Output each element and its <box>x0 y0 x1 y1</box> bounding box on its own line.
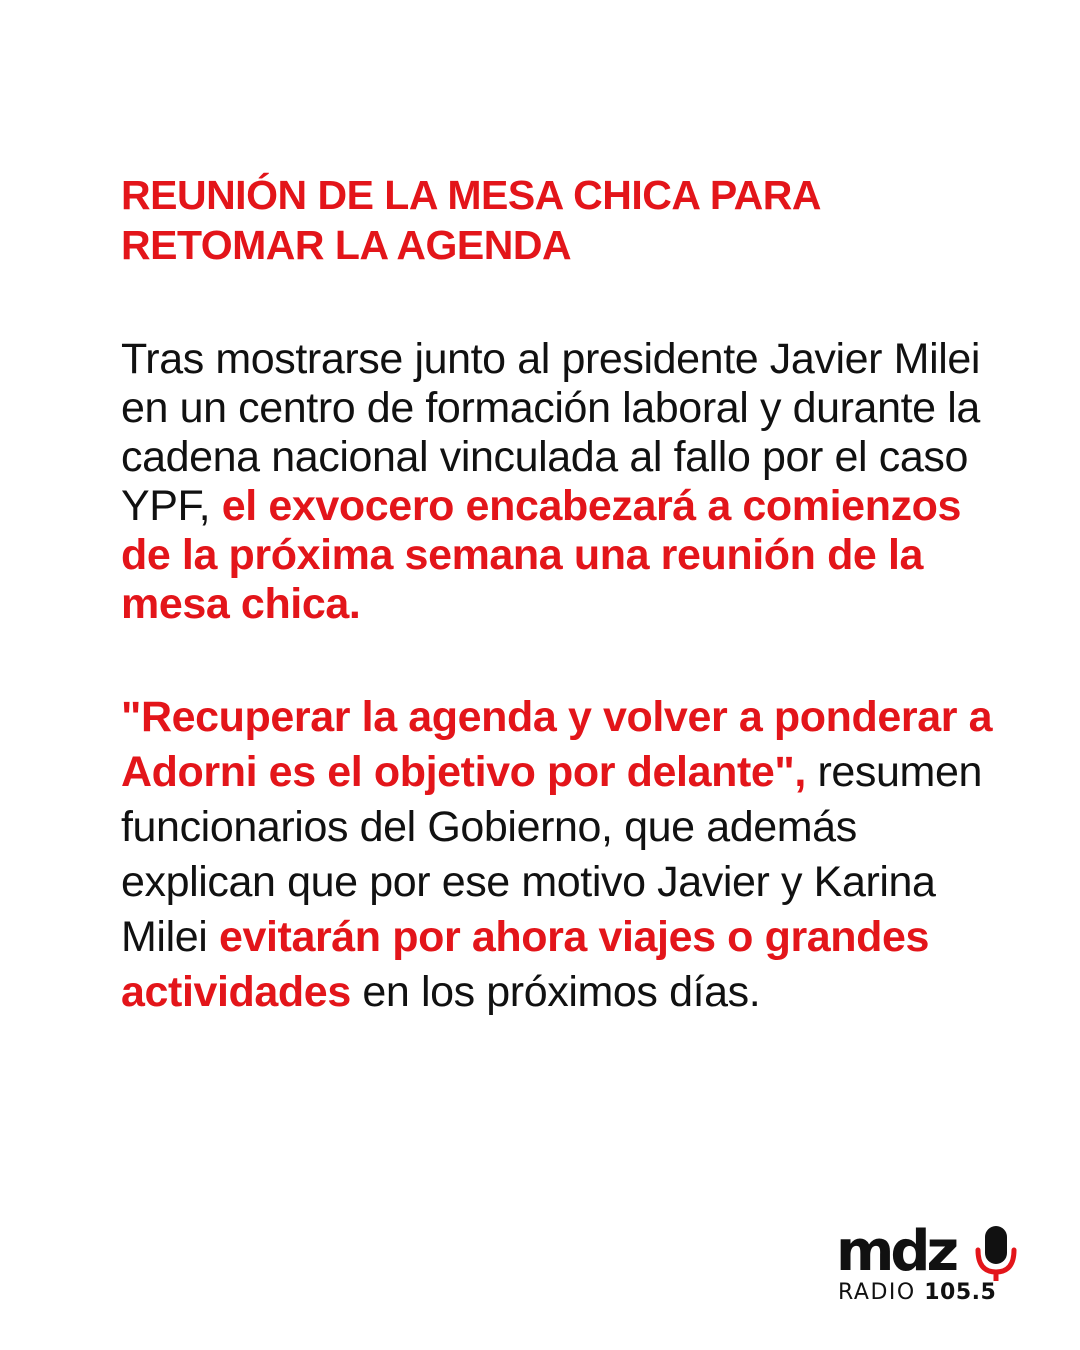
microphone-icon <box>974 1224 1020 1284</box>
post-content <box>121 170 1001 1020</box>
paragraph-quote <box>121 690 1001 1020</box>
quote-highlight: "Recuperar la agenda y volver a ponderar a Adorni es el objetivo por delante", <box>121 693 993 796</box>
intro-text: Tras mostrarse junto al presidente Javier Milei en un centro de formación laboral y durante la cadena nacional vinculada al fallo por el caso YPF, <box>121 335 981 530</box>
intro-highlight: el exvocero encabezará a comienzos de la próxima semana una reunión de la mesa chica. <box>121 482 962 628</box>
logo-brand: mdz <box>836 1219 956 1284</box>
logo-radio-label: RADIO <box>838 1280 916 1305</box>
headline-line-2: RETOMAR LA AGENDA <box>121 222 572 268</box>
paragraph-intro <box>121 335 1001 629</box>
closing-text: en los próximos días. <box>350 968 761 1016</box>
headline <box>121 170 1001 270</box>
quote-text: resumen funcionarios del Gobierno, que además explican que por ese motivo Javier y Karina Milei <box>121 748 982 961</box>
activities-highlight: evitarán por ahora viajes o grandes actividades <box>121 913 930 1016</box>
mdz-radio-logo <box>836 1219 1021 1308</box>
headline-line-1: REUNIÓN DE LA MESA CHICA PARA <box>121 172 821 218</box>
logo-frequency: 105.5 <box>924 1280 997 1305</box>
logo-subtitle <box>838 1280 996 1306</box>
